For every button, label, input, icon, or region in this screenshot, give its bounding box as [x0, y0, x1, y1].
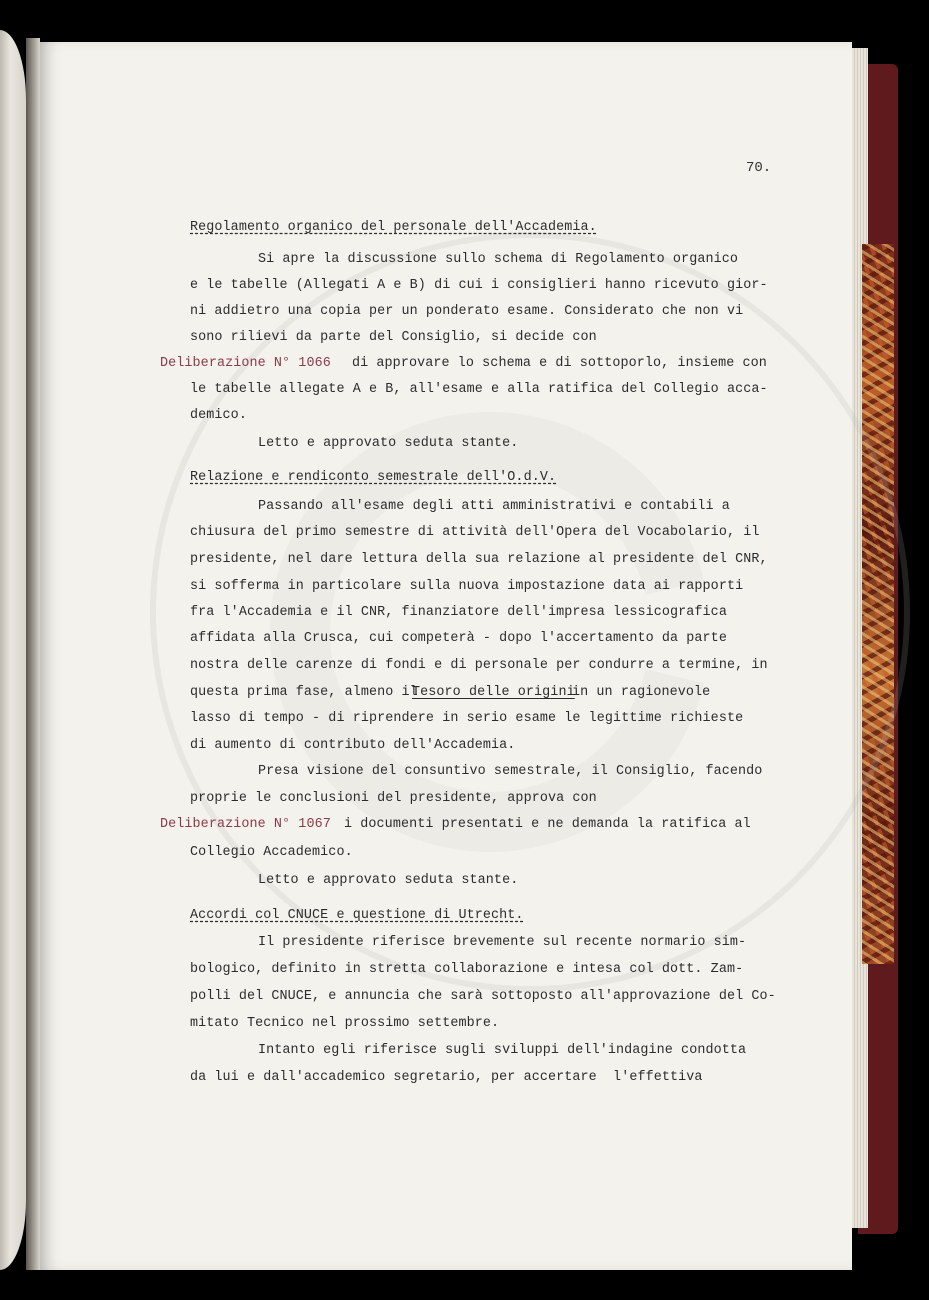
text-line: affidata alla Crusca, cui competerà - dopo l'accertamento da parte [190, 631, 727, 646]
text-line: Passando all'esame degli atti amministrativi e contabili a [258, 499, 730, 514]
text-line: presidente, nel dare lettura della sua relazione al presidente del CNR, [190, 552, 768, 567]
page-number: 70. [746, 160, 772, 176]
section-heading: Relazione e rendiconto semestrale dell'O.d.V. [190, 470, 557, 485]
text-line: Letto e approvato seduta stante. [258, 873, 519, 888]
text-line: proprie le conclusioni del presidente, approva con [190, 791, 597, 806]
text-line: demico. [190, 408, 247, 423]
text-line: i documenti presentati e ne demanda la ratifica al [344, 817, 751, 832]
section-heading: Regolamento organico del personale dell'Accademia. [190, 220, 597, 235]
text-line: Intanto egli riferisce sugli sviluppi dell'indagine condotta [258, 1043, 747, 1058]
text-line: fra l'Accademia e il CNR, finanziatore dell'impresa lessicografica [190, 605, 727, 620]
text-line: Presa visione del consuntivo semestrale, il Consiglio, facendo [258, 764, 763, 779]
text-line: di approvare lo schema e di sottoporlo, insieme con [352, 356, 767, 371]
section-heading: Accordi col CNUCE e questione di Utrecht. [190, 908, 524, 923]
text-line: le tabelle allegate A e B, all'esame e alla ratifica del Collegio acca- [190, 382, 768, 397]
text-line: nostra delle carenze di fondi e di personale per condurre a termine, in [190, 658, 768, 673]
text-line: bologico, definito in stretta collaborazione e intesa col dott. Zam- [190, 962, 744, 977]
text-line: si sofferma in particolare sulla nuova impostazione data ai rapporti [190, 579, 744, 594]
text-line: sono rilievi da parte del Consiglio, si decide con [190, 330, 597, 345]
text-line: da lui e dall'accademico segretario, per accertare l'effettiva [190, 1070, 703, 1085]
text-line: di aumento di contributo dell'Accademia. [190, 738, 516, 753]
text-line: in un ragionevole [572, 685, 711, 700]
text-line: Collegio Accademico. [190, 845, 353, 860]
text-line: mitato Tecnico nel prossimo settembre. [190, 1016, 500, 1031]
document-page [40, 42, 852, 1270]
text-line: Si apre la discussione sullo schema di Regolamento organico [258, 252, 739, 267]
text-line: lasso di tempo - di riprendere in serio esame le legittime richieste [190, 711, 744, 726]
text-line: ni addietro una copia per un ponderato esame. Considerato che non vi [190, 304, 744, 319]
marbled-endpaper [862, 244, 894, 964]
text-line: questa prima fase, almeno il [190, 685, 418, 700]
text-line: chiusura del primo semestre di attività dell'Opera del Vocabolario, il [190, 525, 760, 540]
text-line: Il presidente riferisce brevemente sul recente normario sim- [258, 935, 747, 950]
text-line: polli del CNUCE, e annuncia che sarà sottoposto all'approvazione del Co- [190, 989, 776, 1004]
book-gutter [26, 38, 40, 1270]
text-line: Letto e approvato seduta stante. [258, 436, 519, 451]
deliberation-reference: Deliberazione N° 1067 [160, 817, 331, 832]
left-page-edge [0, 30, 26, 1270]
underlined-title: Tesoro delle origini [412, 685, 575, 700]
deliberation-reference: Deliberazione N° 1066 [160, 356, 331, 371]
text-line: e le tabelle (Allegati A e B) di cui i consiglieri hanno ricevuto gior- [190, 278, 768, 293]
